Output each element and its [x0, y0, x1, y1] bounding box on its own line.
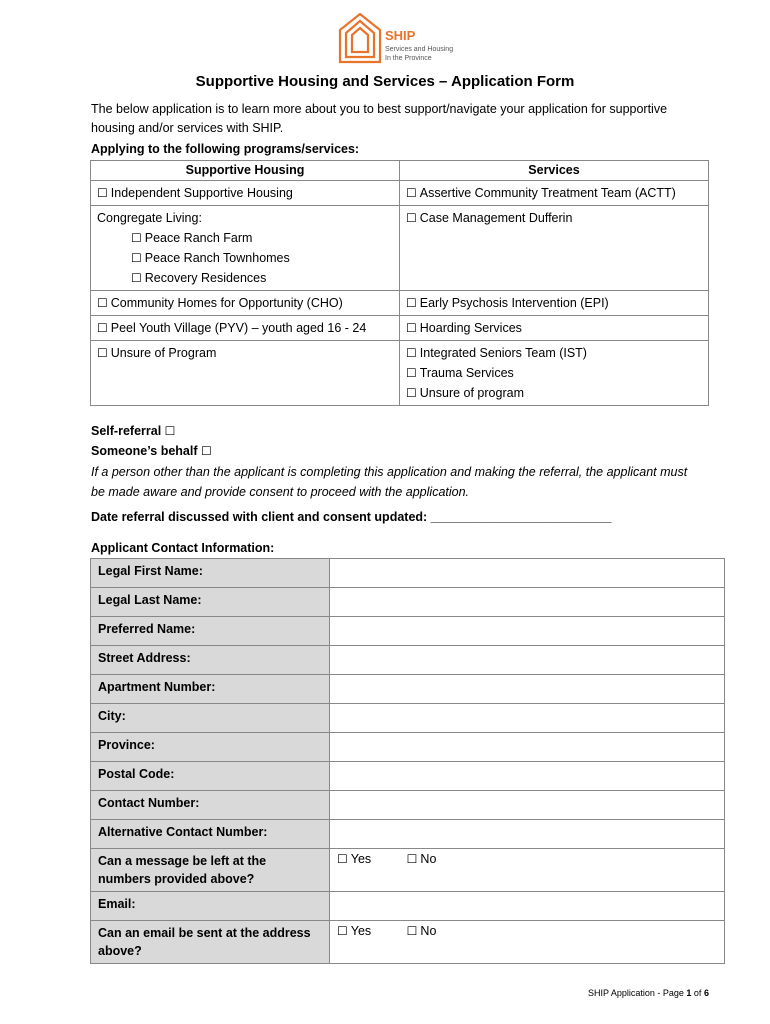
- checkbox-icon[interactable]: ☐: [164, 424, 176, 438]
- case-mgmt-option[interactable]: ☐ Case Management Dufferin: [400, 206, 709, 291]
- email-label: Email:: [91, 892, 330, 921]
- email-yes-option[interactable]: ☐ Yes: [337, 924, 372, 938]
- checkbox-icon[interactable]: ☐: [406, 321, 417, 335]
- first-name-label: Legal First Name:: [91, 559, 330, 588]
- alt-number-label: Alternative Contact Number:: [91, 820, 330, 849]
- date-referral-field[interactable]: Date referral discussed with client and consent updated: __________________________: [91, 510, 612, 524]
- checkbox-icon[interactable]: ☐: [97, 186, 108, 200]
- checkbox-icon[interactable]: ☐: [406, 211, 417, 225]
- message-yes-no: [330, 849, 725, 892]
- alt-number-input[interactable]: [330, 820, 725, 849]
- programs-table: [90, 160, 709, 406]
- logo-brand: SHIP: [385, 28, 416, 43]
- postal-input[interactable]: [330, 762, 725, 791]
- street-label: Street Address:: [91, 646, 330, 675]
- preferred-name-label: Preferred Name:: [91, 617, 330, 646]
- unsure-lower-option[interactable]: ☐ Unsure of program: [406, 386, 524, 400]
- checkbox-icon[interactable]: ☐: [337, 924, 348, 938]
- message-no-option[interactable]: ☐ No: [406, 852, 437, 866]
- independent-option[interactable]: ☐ Independent Supportive Housing: [91, 181, 400, 206]
- message-yes-option[interactable]: ☐ Yes: [337, 852, 372, 866]
- postal-label: Postal Code:: [91, 762, 330, 791]
- checkbox-icon[interactable]: ☐: [131, 251, 142, 265]
- self-referral-option[interactable]: Self-referral ☐: [91, 424, 176, 438]
- last-name-input[interactable]: [330, 588, 725, 617]
- email-question: Can an email be sent at the address above?: [91, 921, 330, 964]
- checkbox-icon[interactable]: ☐: [406, 296, 417, 310]
- city-label: City:: [91, 704, 330, 733]
- checkbox-icon[interactable]: ☐: [406, 366, 417, 380]
- congregate-cell: [91, 206, 400, 291]
- actt-option[interactable]: ☐ Assertive Community Treatment Team (ACTT): [400, 181, 709, 206]
- page-footer: SHIP Application - Page 1 of 6: [588, 988, 709, 998]
- checkbox-icon[interactable]: ☐: [97, 346, 108, 360]
- contact-table: [90, 558, 725, 964]
- checkbox-icon[interactable]: ☐: [406, 386, 417, 400]
- contact-number-input[interactable]: [330, 791, 725, 820]
- page-title: Supportive Housing and Services – Application Form: [195, 73, 575, 90]
- unsure-program-option[interactable]: ☐ Unsure of Program: [91, 341, 400, 406]
- consent-note: If a person other than the applicant is completing this application and making the referral, the applicant must be made aware and provide consent to proceed with the application.: [91, 465, 688, 499]
- behalf-option[interactable]: Someone’s behalf ☐: [91, 444, 212, 458]
- apartment-input[interactable]: [330, 675, 725, 704]
- hoarding-option[interactable]: ☐ Hoarding Services: [400, 316, 709, 341]
- checkbox-icon[interactable]: ☐: [406, 186, 417, 200]
- peace-town-option[interactable]: ☐ Peace Ranch Townhomes: [131, 251, 290, 265]
- checkbox-icon[interactable]: ☐: [406, 852, 418, 866]
- email-yes-no: [330, 921, 725, 964]
- checkbox-icon[interactable]: ☐: [131, 271, 142, 285]
- city-input[interactable]: [330, 704, 725, 733]
- logo-tagline: Services and Housing In the Province: [385, 46, 454, 62]
- contact-heading: Applicant Contact Information:: [91, 541, 275, 555]
- contact-number-label: Contact Number:: [91, 791, 330, 820]
- applying-label: Applying to the following programs/services:: [91, 142, 360, 156]
- first-name-input[interactable]: [330, 559, 725, 588]
- congregate-label: Congregate Living:: [97, 211, 202, 225]
- checkbox-icon[interactable]: ☐: [131, 231, 142, 245]
- last-name-label: Legal Last Name:: [91, 588, 330, 617]
- checkbox-icon[interactable]: ☐: [406, 346, 417, 360]
- cho-option[interactable]: ☐ Community Homes for Opportunity (CHO): [91, 291, 400, 316]
- message-question: Can a message be left at the numbers provided above?: [91, 849, 330, 892]
- province-input[interactable]: [330, 733, 725, 762]
- checkbox-icon[interactable]: ☐: [406, 924, 418, 938]
- ship-logo: [338, 12, 458, 66]
- ist-option[interactable]: ☐ Integrated Seniors Team (IST): [406, 346, 587, 360]
- epi-option[interactable]: ☐ Early Psychosis Intervention (EPI): [400, 291, 709, 316]
- email-input[interactable]: [330, 892, 725, 921]
- checkbox-icon[interactable]: ☐: [201, 444, 212, 458]
- province-label: Province:: [91, 733, 330, 762]
- checkbox-icon[interactable]: ☐: [97, 321, 108, 335]
- trauma-option[interactable]: ☐ Trauma Services: [406, 366, 514, 380]
- peace-farm-option[interactable]: ☐ Peace Ranch Farm: [131, 231, 253, 245]
- services-lower-cell: [400, 341, 709, 406]
- checkbox-icon[interactable]: ☐: [337, 852, 348, 866]
- apartment-label: Apartment Number:: [91, 675, 330, 704]
- email-no-option[interactable]: ☐ No: [406, 924, 437, 938]
- house-logo-icon: [338, 12, 382, 64]
- street-input[interactable]: [330, 646, 725, 675]
- intro-text: The below application is to learn more about you to best support/navigate your application for supportive housing and/or services with SHIP.: [91, 102, 668, 135]
- preferred-name-input[interactable]: [330, 617, 725, 646]
- checkbox-icon[interactable]: ☐: [97, 296, 108, 310]
- supportive-housing-header: Supportive Housing: [91, 161, 400, 181]
- services-header: Services: [400, 161, 709, 181]
- recovery-option[interactable]: ☐ Recovery Residences: [131, 271, 267, 285]
- pyv-option[interactable]: ☐ Peel Youth Village (PYV) – youth aged 16 - 24: [91, 316, 400, 341]
